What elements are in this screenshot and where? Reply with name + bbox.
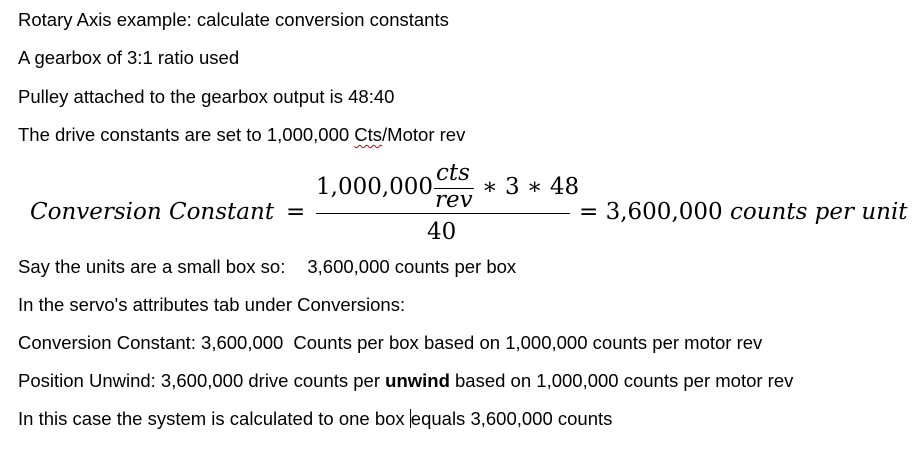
equation-rhs-unit: counts per unit [729, 199, 908, 225]
say-units-label: Say the units are a small box so: [18, 256, 286, 277]
position-unwind-bold: unwind [385, 370, 450, 391]
equation-rhs-equals: = [579, 199, 599, 225]
position-unwind-pre: Position Unwind: 3,600,000 drive counts per [18, 370, 386, 391]
case-text-post: equals 3,600,000 counts [410, 408, 613, 429]
say-units-value: 3,600,000 counts per box [307, 256, 517, 277]
equation-denominator: 40 [427, 219, 457, 245]
equation-equals-sign: = [286, 199, 306, 225]
title-line [18, 9, 449, 31]
conversion-constant-line [18, 332, 762, 354]
gearbox-line [18, 47, 239, 69]
attributes-tab-line [18, 294, 405, 316]
case-line [18, 408, 612, 430]
equation-rhs [579, 199, 908, 225]
equation-unit-numerator: cts [436, 160, 470, 186]
gearbox-text: A gearbox of 3:1 ratio used [18, 47, 240, 68]
pulley-line [18, 86, 394, 108]
drive-text-post: /Motor rev [382, 124, 466, 145]
drive-constants-line [18, 124, 465, 146]
position-unwind-post: based on 1,000,000 counts per motor rev [449, 370, 794, 391]
conversion-equation [0, 160, 919, 250]
drive-text-pre: The drive constants are set to 1,000,000 [18, 124, 355, 145]
conversion-constant-label: Conversion Constant: 3,600,000 [18, 332, 284, 353]
say-units-line [18, 256, 516, 278]
conversion-constant-desc: Counts per box based on 1,000,000 counts per motor rev [293, 332, 763, 353]
spellcheck-flagged-word[interactable]: Cts [354, 124, 383, 145]
equation-rhs-value: 3,600,000 [605, 199, 723, 225]
equation-numerator-tail: ∗ 3 ∗ 48 [482, 174, 580, 200]
equation-lhs: Conversion Constant [30, 199, 275, 225]
pulley-text: Pulley attached to the gearbox output is 48:40 [18, 86, 395, 107]
equation-main-fraction-bar [316, 213, 570, 214]
equation-numerator-value: 1,000,000 [316, 174, 434, 200]
attributes-tab-text: In the servo's attributes tab under Conversions: [18, 294, 406, 315]
position-unwind-line [18, 370, 793, 392]
equation-unit-denominator: rev [435, 187, 473, 213]
case-text-pre: In this case the system is calculated to one box [18, 408, 410, 429]
title-text: Rotary Axis example: calculate conversion constants [18, 9, 449, 30]
